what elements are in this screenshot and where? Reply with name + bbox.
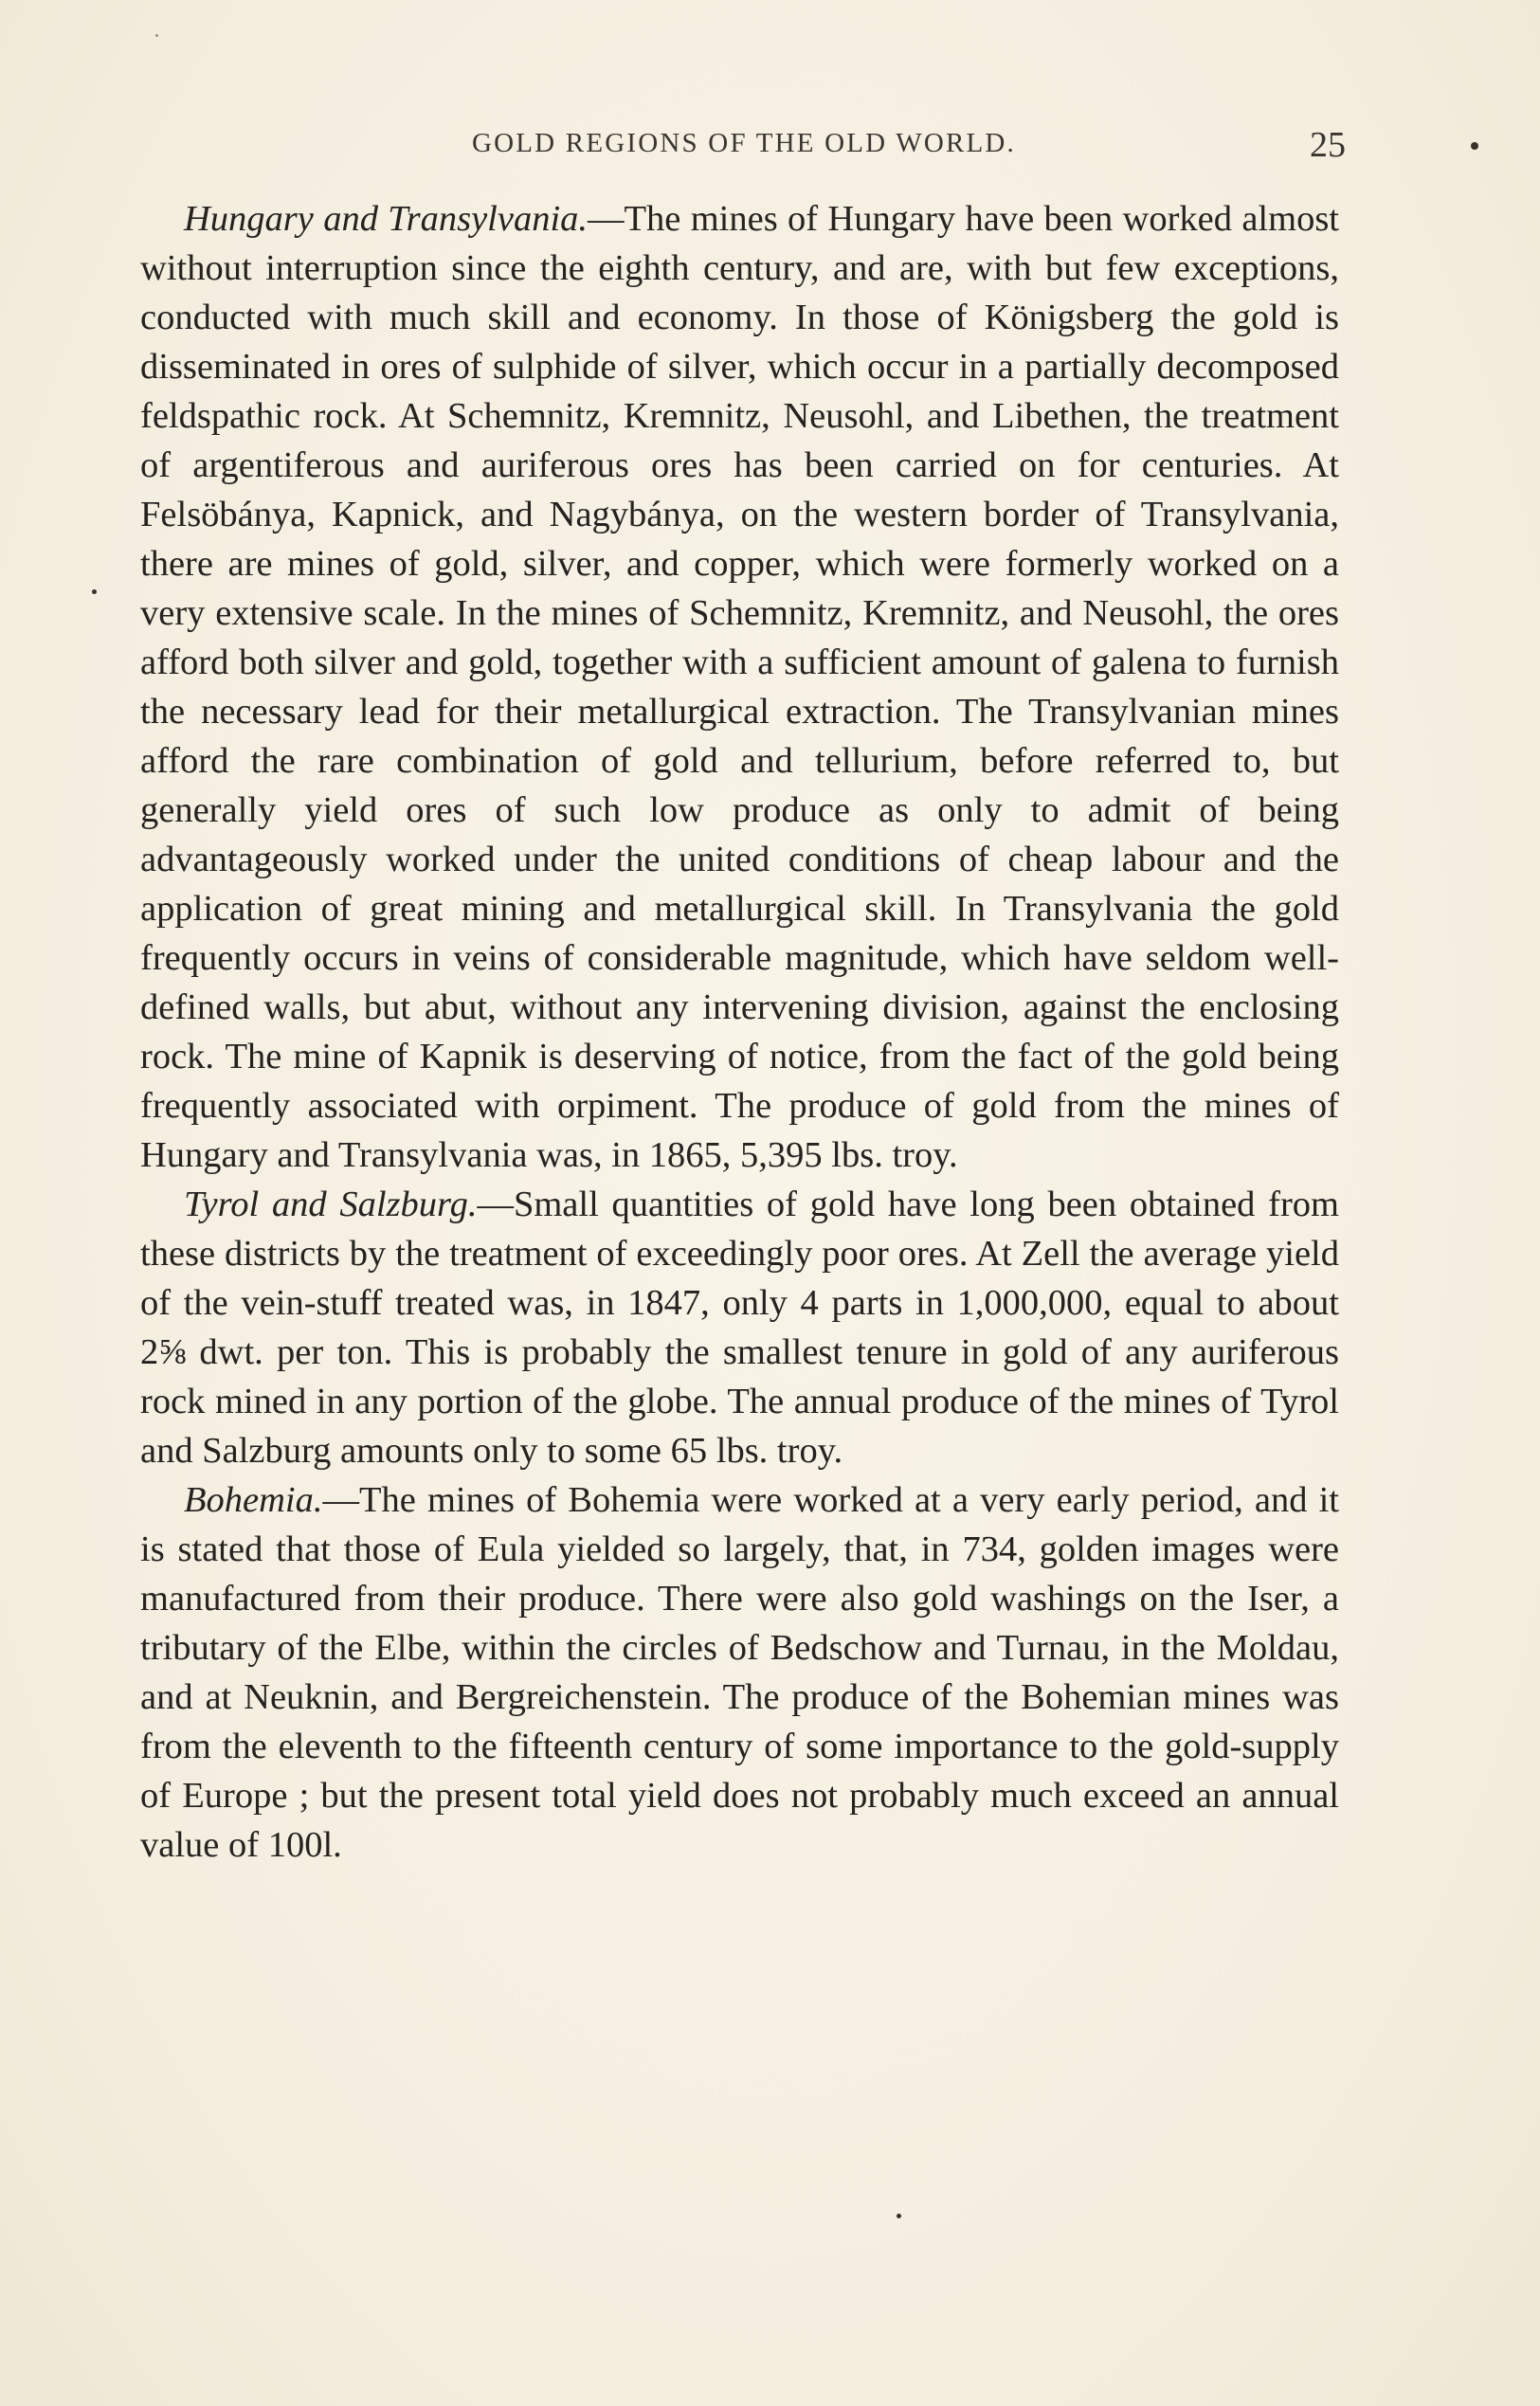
running-head (142, 125, 1346, 173)
paragraph-body: —The mines of Hungary have been worked almost without interruption since the eighth century, and are, with but few exceptions, conducted with much skill and economy. In those of Königsberg the gold is disseminated in ores of sulphide of silver, which occur in a partially decomposed feldspathic rock. At Schemnitz, Kremnitz, Neusohl, and Libethen, the treatment of argentiferous and auriferous ores has been carried on for centuries. At Felsöbánya, Kapnick, and Nagybánya, on the western border of Transylvania, there are mines of gold, silver, and copper, which were formerly worked on a very extensive scale. In the mines of Schemnitz, Kremnitz, and Neusohl, the ores afford both silver and gold, together with a sufficient amount of galena to furnish the necessary lead for their metallurgical extraction. The Transylvanian mines afford the rare combination of gold and tellurium, before referred to, but generally yield ores of such low produce as only to admit of being advantageously worked under the united conditions of cheap labour and the application of great mining and metallurgical skill. In Transylvania the gold frequently occurs in veins of considerable magnitude, which have seldom well-defined walls, but abut, without any intervening division, against the enclosing rock. The mine of Kapnik is deserving of notice, from the fact of the gold being frequently associated with orpiment. The produce of gold from the mines of Hungary and Transylvania was, in 1865, 5,395 lbs. troy. (140, 199, 1339, 1175)
paragraph-body: —Small quantities of gold have long been obtained from these districts by the treatment of exceedingly poor ores. At Zell the average yield of the vein-stuff treated was, in 1847, only 4 parts in 1,000,000, equal to about 2⅝ dwt. per ton. This is probably the smallest tenure in gold of any auriferous rock mined in any portion of the globe. The annual produce of the mines of Tyrol and Salzburg amounts only to some 65 lbs. troy. (140, 1185, 1339, 1471)
run-in-heading: Hungary and Transylvania. (184, 199, 589, 239)
run-in-heading: Bohemia. (184, 1480, 323, 1520)
run-in-heading: Tyrol and Salzburg. (184, 1185, 478, 1224)
paragraph-bohemia (140, 1475, 1339, 1870)
paper-speck (92, 589, 97, 594)
paragraph-tyrol-salzburg (140, 1180, 1339, 1475)
paper-speck (155, 34, 158, 37)
paragraph-body: —The mines of Bohemia were worked at a very early period, and it is stated that those of Eula yielded so largely, that, in 734, golden images were manufactured from their produce. There were also gold washings on the Iser, a tributary of the Elbe, within the circles of Bedschow and Turnau, in the Moldau, and at Neuknin, and Bergreichenstein. The produce of the Bohemian mines was from the eleventh to the fifteenth century of some importance to the gold-supply of Europe ; but the present total yield does not probably much exceed an annual value of 100l. (140, 1480, 1339, 1865)
running-title: GOLD REGIONS OF THE OLD WORLD. (471, 128, 1017, 158)
paper-speck (1471, 142, 1478, 150)
paper-speck (897, 2214, 901, 2218)
paragraph-hungary-transylvania (140, 194, 1339, 1180)
page-number: 25 (1310, 125, 1346, 165)
body-text (140, 194, 1339, 1870)
